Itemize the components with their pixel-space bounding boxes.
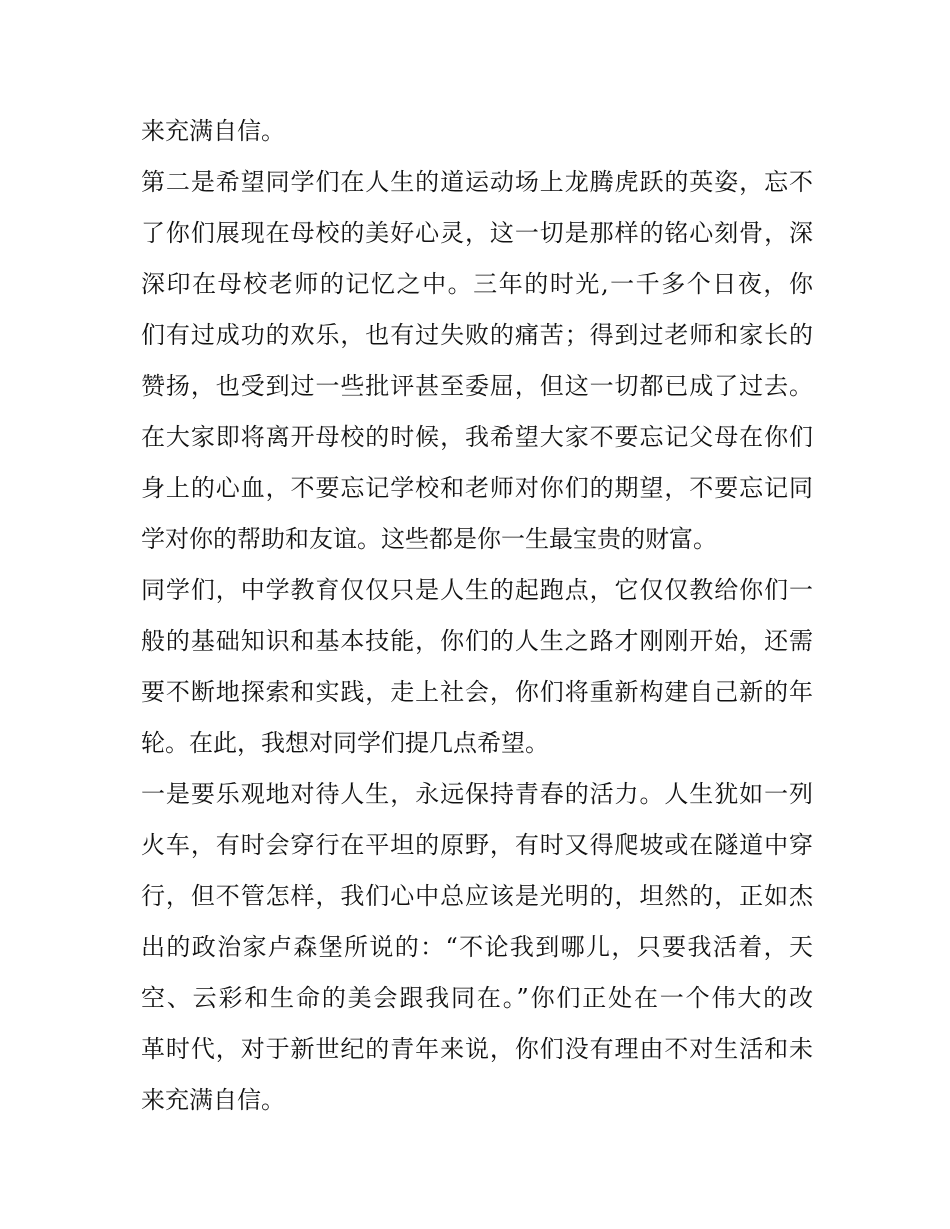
text-line: 行，但不管怎样，我们心中总应该是光明的，坦然的，正如杰 bbox=[141, 882, 813, 910]
text-line: 深印在母校老师的记忆之中。三年的时光,一千多个日夜，你 bbox=[141, 270, 813, 298]
text-line: 革时代，对于新世纪的青年来说，你们没有理由不对生活和未 bbox=[141, 1035, 813, 1063]
text-line: 同学们，中学教育仅仅只是人生的起跑点，它仅仅教给你们一 bbox=[141, 576, 813, 604]
text-line: 般的基础知识和基本技能，你们的人生之路才刚刚开始，还需 bbox=[141, 627, 813, 655]
body-text bbox=[141, 106, 813, 1126]
text-line: 轮。在此，我想对同学们提几点希望。 bbox=[141, 729, 549, 757]
text-line: 第二是希望同学们在人生的道运动场上龙腾虎跃的英姿，忘不 bbox=[141, 168, 813, 196]
text-line: 一是要乐观地对待人生，永远保持青春的活力。人生犹如一列 bbox=[141, 780, 813, 808]
text-line: 要不断地探索和实践，走上社会，你们将重新构建自己新的年 bbox=[141, 678, 813, 706]
text-line: 了你们展现在母校的美好心灵，这一切是那样的铭心刻骨，深 bbox=[141, 219, 813, 247]
text-line: 出的政治家卢森堡所说的：“不论我到哪儿，只要我活着，天 bbox=[141, 933, 813, 961]
text-line: 在大家即将离开母校的时候，我希望大家不要忘记父母在你们 bbox=[141, 423, 813, 451]
text-line: 火车，有时会穿行在平坦的原野，有时又得爬坡或在隧道中穿 bbox=[141, 831, 813, 859]
text-line: 来充满自信。 bbox=[141, 117, 285, 145]
text-line: 赞扬，也受到过一些批评甚至委屈，但这一切都已成了过去。 bbox=[141, 372, 813, 400]
text-line: 身上的心血，不要忘记学校和老师对你们的期望，不要忘记同 bbox=[141, 474, 813, 502]
text-line: 们有过成功的欢乐，也有过失败的痛苦；得到过老师和家长的 bbox=[141, 321, 813, 349]
text-line: 学对你的帮助和友谊。这些都是你一生最宝贵的财富。 bbox=[141, 525, 717, 553]
text-line: 来充满自信。 bbox=[141, 1086, 285, 1114]
text-line: 空、云彩和生命的美会跟我同在。”你们正处在一个伟大的改 bbox=[141, 984, 813, 1012]
